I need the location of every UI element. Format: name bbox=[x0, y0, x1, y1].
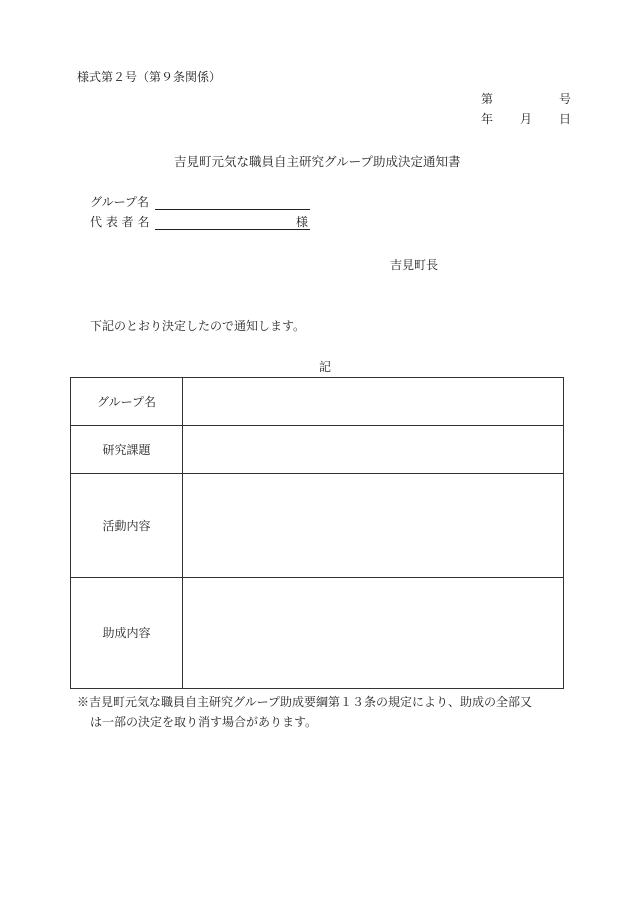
row-value bbox=[183, 378, 564, 426]
addressee-rep-label: 代 表 者 名 bbox=[90, 215, 150, 229]
date-day: 日 bbox=[559, 112, 572, 126]
date-month: 月 bbox=[520, 112, 533, 126]
body-text: 下記のとおり決定したので通知します。 bbox=[90, 319, 306, 333]
addressee-rep-blank bbox=[155, 229, 310, 230]
row-value bbox=[183, 426, 564, 474]
row-value bbox=[183, 578, 564, 689]
addressee-sama: 様 bbox=[296, 215, 309, 229]
row-label: 活動内容 bbox=[71, 474, 183, 578]
doc-number-go: 号 bbox=[559, 92, 572, 106]
addressee-group-label: グループ名 bbox=[90, 195, 150, 209]
doc-number-dai: 第 bbox=[481, 92, 494, 106]
document-title: 吉見町元気な職員自主研究グループ助成決定通知書 bbox=[174, 154, 461, 169]
table-row bbox=[71, 578, 564, 689]
note-line-1: ※吉見町元気な職員自主研究グループ助成要綱第１３条の規定により、助成の全部又 bbox=[77, 695, 533, 709]
table-row bbox=[71, 474, 564, 578]
addressee-group-blank bbox=[155, 209, 310, 210]
sender: 吉見町長 bbox=[390, 258, 439, 272]
detail-table bbox=[70, 377, 564, 689]
note-line-2: は一部の決定を取り消す場合があります。 bbox=[90, 715, 318, 729]
row-value bbox=[183, 474, 564, 578]
form-number: 様式第２号（第９条関係） bbox=[77, 70, 222, 84]
row-label: 助成内容 bbox=[71, 578, 183, 689]
table-row bbox=[71, 378, 564, 426]
table-row bbox=[71, 426, 564, 474]
row-label: グループ名 bbox=[71, 378, 183, 426]
ki-heading: 記 bbox=[319, 360, 332, 374]
row-label: 研究課題 bbox=[71, 426, 183, 474]
date-year: 年 bbox=[481, 112, 494, 126]
